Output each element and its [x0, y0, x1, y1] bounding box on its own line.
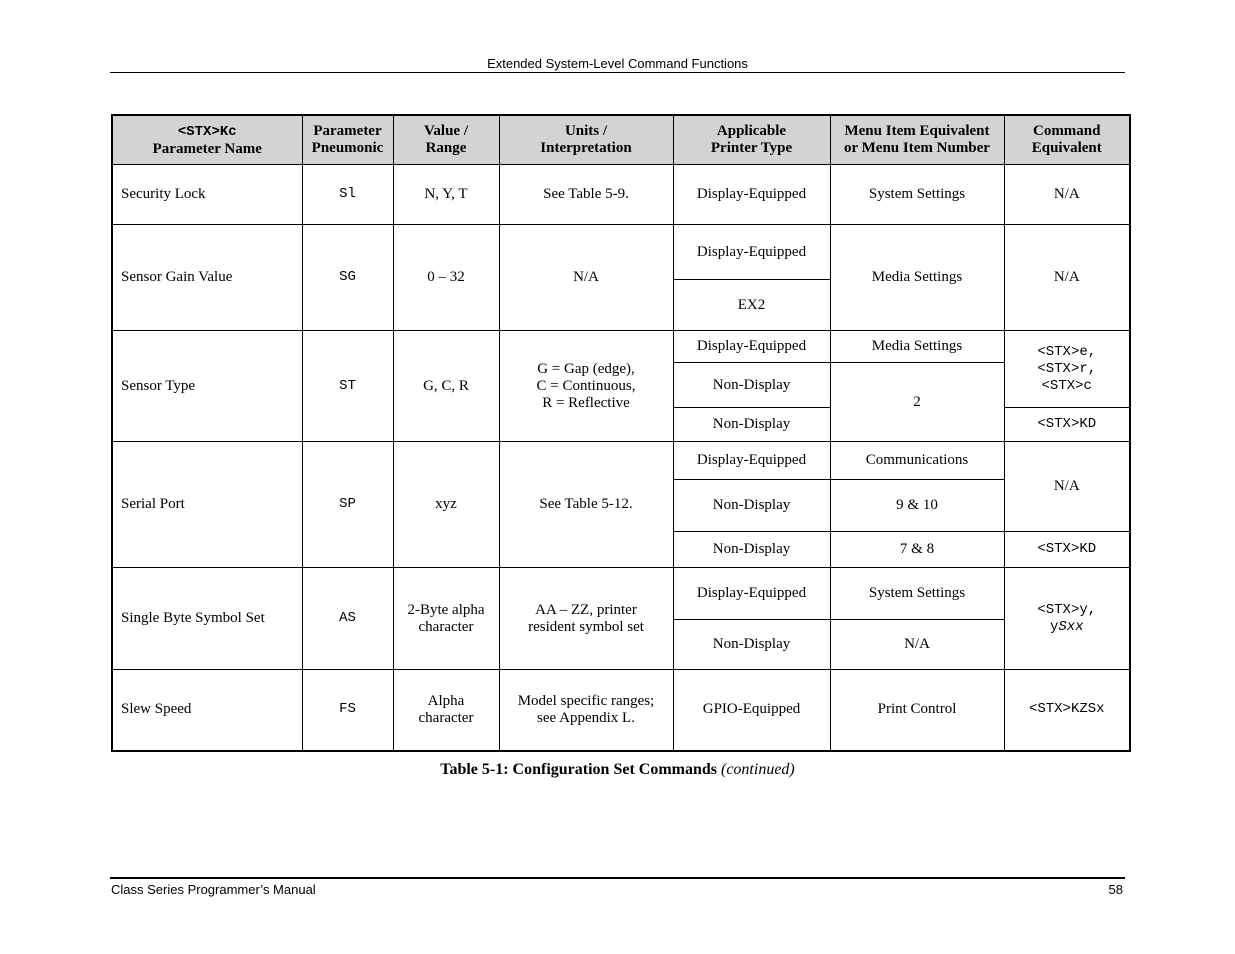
cell-printer: Non-Display [673, 532, 830, 568]
cell-printer: Non-Display [673, 408, 830, 442]
cell-printer: Display-Equipped [673, 331, 830, 363]
cell-command: <STX>KZSx [1004, 670, 1130, 751]
cell-range: 2-Byte alpha character [393, 568, 499, 670]
cell-code: Sl [302, 165, 393, 225]
cell-name: Security Lock [112, 165, 302, 225]
cell-name: Serial Port [112, 442, 302, 568]
cell-printer: Display-Equipped [673, 225, 830, 280]
cell-range: 0 – 32 [393, 225, 499, 331]
cell-menu: System Settings [830, 165, 1004, 225]
cell-range: G, C, R [393, 331, 499, 442]
cell-command: N/A [1004, 225, 1130, 331]
cell-printer: Display-Equipped [673, 568, 830, 620]
cell-code: SG [302, 225, 393, 331]
header-rule [110, 72, 1125, 73]
cell-menu: Communications [830, 442, 1004, 480]
footer-manual-title: Class Series Programmer’s Manual [111, 882, 316, 897]
cell-printer: Non-Display [673, 620, 830, 670]
cell-printer: Display-Equipped [673, 165, 830, 225]
cell-units: Model specific ranges; see Appendix L. [499, 670, 673, 751]
cell-menu: 7 & 8 [830, 532, 1004, 568]
cell-range: N, Y, T [393, 165, 499, 225]
cell-menu: System Settings [830, 568, 1004, 620]
table-header-row [112, 115, 1130, 165]
cell-range: Alpha character [393, 670, 499, 751]
cell-units: See Table 5-9. [499, 165, 673, 225]
cell-printer: Non-Display [673, 480, 830, 532]
footer-rule [110, 877, 1125, 879]
cell-printer: Display-Equipped [673, 442, 830, 480]
table-row [112, 165, 1130, 225]
cell-printer: EX2 [673, 280, 830, 331]
cell-units: N/A [499, 225, 673, 331]
cell-name: Slew Speed [112, 670, 302, 751]
cell-command: N/A [1004, 442, 1130, 532]
cell-code: ST [302, 331, 393, 442]
cell-menu: N/A [830, 620, 1004, 670]
cell-command: <STX>y, ySxx [1004, 568, 1130, 670]
cell-printer: Non-Display [673, 363, 830, 408]
header-parameter-name: <STX>Kc Parameter Name [112, 115, 302, 165]
table-row [112, 331, 1130, 363]
cell-code: SP [302, 442, 393, 568]
header-menu-item: Menu Item Equivalent or Menu Item Number [830, 115, 1004, 165]
cell-command: N/A [1004, 165, 1130, 225]
table-row [112, 442, 1130, 480]
cell-code: FS [302, 670, 393, 751]
cell-command: <STX>KD [1004, 408, 1130, 442]
table-caption: Table 5-1: Configuration Set Commands (continued) [440, 761, 795, 778]
cell-range: xyz [393, 442, 499, 568]
cell-printer: GPIO-Equipped [673, 670, 830, 751]
header-printer-type: Applicable Printer Type [673, 115, 830, 165]
header-parameter-pneumonic: Parameter Pneumonic [302, 115, 393, 165]
table-row [112, 568, 1130, 620]
header-value-range: Value / Range [393, 115, 499, 165]
header-units: Units / Interpretation [499, 115, 673, 165]
cell-code: AS [302, 568, 393, 670]
cell-units: G = Gap (edge), C = Continuous, R = Reflective [499, 331, 673, 442]
cell-name: Single Byte Symbol Set [112, 568, 302, 670]
cell-menu: Media Settings [830, 331, 1004, 363]
cell-units: See Table 5-12. [499, 442, 673, 568]
running-header: Extended System-Level Command Functions [487, 56, 748, 71]
table-row [112, 670, 1130, 751]
cell-command: <STX>KD [1004, 532, 1130, 568]
cell-menu: 2 [830, 363, 1004, 442]
page-number: 58 [1108, 882, 1123, 897]
cell-menu: 9 & 10 [830, 480, 1004, 532]
cell-command: <STX>e, <STX>r, <STX>c [1004, 331, 1130, 408]
cell-menu: Media Settings [830, 225, 1004, 331]
header-command-equivalent: Command Equivalent [1004, 115, 1130, 165]
configuration-set-table [111, 114, 1131, 752]
cell-units: AA – ZZ, printer resident symbol set [499, 568, 673, 670]
cell-name: Sensor Type [112, 331, 302, 442]
cell-name: Sensor Gain Value [112, 225, 302, 331]
table-row [112, 225, 1130, 280]
cell-menu: Print Control [830, 670, 1004, 751]
